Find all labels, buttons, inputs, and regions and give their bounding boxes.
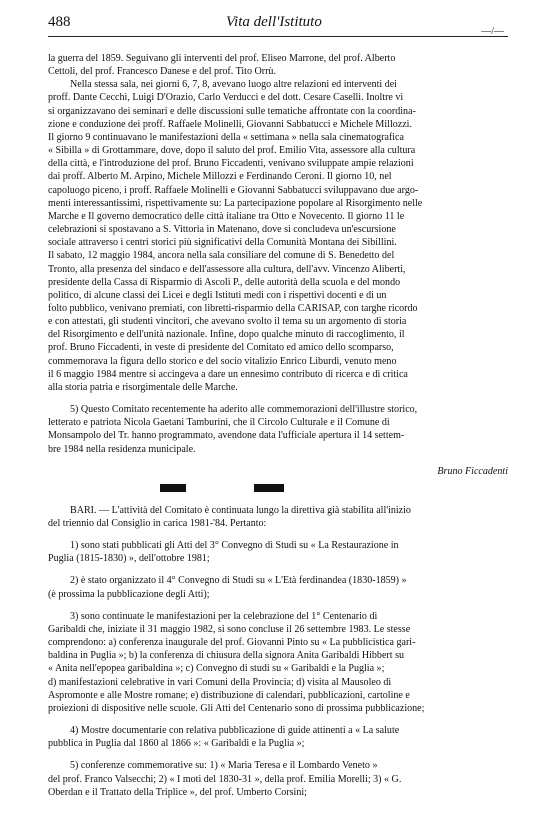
text-line: d) manifestazioni celebrative in vari Comuni della Provincia; d) visita al Mausoleo di — [48, 676, 392, 688]
text-line: prof. Bruno Ficcadenti, in veste di presidente del Comitato ed amico dello scomparso, — [48, 342, 394, 354]
text-line: del Risorgimento e dell'unità nazionale. Infine, dopo qualche minuto di raccoglimento, il — [48, 329, 405, 341]
text-line: 1) sono stati pubblicati gli Atti del 3° Convegno di Studi su « La Restaurazione in — [70, 540, 399, 552]
text-line: Cettoli, del prof. Francesco Danese e del prof. Tito Orrù. — [48, 66, 276, 78]
spacer — [48, 565, 508, 574]
text-line: folto pubblico, venivano premiati, con libretti-risparmio della CARISAP, con targhe ricordo — [48, 302, 418, 314]
separator-mark-left — [160, 484, 186, 492]
text-line: del triennio dal Consiglio in carica 1981-'84. Pertanto: — [48, 518, 267, 529]
spacer — [48, 456, 508, 465]
text-line: « Sibilla » di Grottammare, dove, dopo il saluto del prof. Emilio Vita, assessore alla cultura — [48, 145, 416, 157]
text-line: commemorava la figura dello storico e del socio vitalizio Enrico Liburdi, venuto meno — [48, 355, 397, 367]
text-line: politico, di alcune classi dei Licei e degli Istituti medi con i rispettivi docenti e di un — [48, 289, 387, 301]
text-line: il 6 maggio 1984 mentre si accingeva a dare un ennesimo contributo di ricerca e di critica — [48, 368, 408, 380]
spacer — [48, 394, 508, 403]
text-line: sociale attraverso i centri storici più significativi della Comunità Montana dei Sibillini. — [48, 237, 397, 249]
text-line: letterato e patriota Nicola Gaetani Tamburini, che il Circolo Culturale e il Comune di — [48, 417, 390, 429]
text-line: Il giorno 9 continuavano le manifestazioni della « settimana » nella sala cinematografica — [48, 131, 404, 143]
text-line: 2) è stato organizzato il 4° Convegno di Studi su « L'Età ferdinandea (1830-1859) » — [70, 575, 407, 587]
text-line: BARI. — L'attività del Comitato è continuata lungo la direttiva già stabilita all'inizio — [70, 504, 411, 516]
section-ascoli — [48, 52, 508, 478]
text-line: Puglia (1815-1830) », dell'ottobre 1981; — [48, 553, 210, 565]
text-line: proiezioni di dispositive nelle scuole. Gli Atti del Centenario sono di prossima pubblicazione; — [48, 702, 425, 714]
text-line: zione e conduzione dei proff. Raffaele Molinelli, Giovanni Sabbatucci e Michele Millozzi. — [48, 118, 412, 130]
text-line: del prof. Franco Valsecchi; 2) « I moti del 1830-31 », della prof. Emilia Morelli; 3) « G. — [48, 773, 402, 785]
text-line: presidente della Cassa di Risparmio di Ascoli P., delle autorità della scuola e del mondo — [48, 276, 401, 288]
text-line: proff. Dante Cecchi, Luigi D'Orazio, Carlo Verducci e del dott. Cesare Caselli. Inoltre vi — [48, 92, 404, 104]
page-header — [48, 12, 508, 37]
text-line: menti interessantissimi, rispettivamente su: La partecipazione popolare al Risorgimento nelle — [48, 197, 423, 209]
text-line: baldina in Puglia »; b) la conferenza di chiusura della signora Anita Garibaldi Hibbert su — [48, 650, 405, 662]
text-line: Garibaldi che, iniziate il 31 maggio 1982, si sono concluse il 26 settembre 1983. Le stesse — [48, 623, 411, 635]
text-line: Marche e Il governo democratico delle città italiane tra Otto e Novecento. Il giorno 11 le — [48, 210, 405, 222]
paragraph-item-5 — [48, 403, 508, 456]
page — [48, 12, 508, 798]
author-signature: Bruno Ficcadenti — [437, 465, 508, 477]
text-line: celebrazioni si spostavano a S. Vittoria in Matenano, dove si concludeva un'escursione — [48, 224, 396, 236]
text-line: Monsampolo del Tr. hanno programmato, avendone data l'ufficiale apertura il 14 settem- — [48, 430, 405, 442]
text-line: Aspromonte e alle Mostre romane; e) distribuzione di calendari, pubblicazioni, cartoline e — [48, 689, 410, 701]
text-line: Tronto, alla presenza del sindaco e dell'assessore alla cultura, dell'avv. Vincenzo Aliberti, — [48, 263, 406, 275]
text-line: capoluogo piceno, i proff. Raffaele Molinelli e Giovanni Sabbatucci sviluppavano due argo- — [48, 184, 419, 196]
section-separator — [48, 478, 508, 504]
spacer — [48, 715, 508, 724]
text-line: 4) Mostre documentarie con relativa pubblicazione di guide attinenti a « La salute — [70, 725, 400, 737]
text-line: Nella stessa sala, nei giorni 6, 7, 8, avevano luogo altre relazioni ed interventi dei — [70, 79, 397, 91]
text-line: della città, e l'introduzione del prof. Bruno Ficcadenti, venivano sviluppate ampie relazioni — [48, 158, 414, 170]
page-number: 488 — [48, 14, 71, 30]
spacer — [48, 750, 508, 759]
text-line: si organizzavano dei seminari e delle discussioni sulle tematiche affrontate con la coordina- — [48, 105, 416, 117]
text-line: 5) Questo Comitato recentemente ha aderito alle commemorazioni dell'illustre storico, — [70, 404, 418, 416]
text-line: alla storia patria e risorgimentale delle Marche. — [48, 381, 238, 393]
rule-mark: —/— — [481, 26, 504, 37]
text-line: bre 1984 nella residenza municipale. — [48, 443, 196, 455]
article-body — [48, 52, 508, 799]
text-line: dai proff. Alberto M. Arpino, Michele Millozzi e Ferdinando Ceroni. Il giorno 10, nel — [48, 171, 392, 183]
text-line: (è prossima la pubblicazione degli Atti); — [48, 588, 210, 600]
spacer — [48, 601, 508, 610]
separator-mark-right — [254, 484, 284, 492]
text-line: comprendono: a) conferenza inaugurale del prof. Giovanni Pinto su « La pubblicistica gari- — [48, 637, 416, 649]
paragraph-sessions — [48, 78, 508, 394]
running-title: Vita dell'Istituto — [226, 14, 322, 30]
text-line: Oberdan e il Trattato della Triplice », del prof. Umberto Corsini; — [48, 786, 307, 798]
text-line: e con attestati, gli studenti vincitori, che avevano svolto il tema su un argomento di storia — [48, 316, 407, 328]
text-line: pubblica in Puglia dal 1860 al 1866 »: « Garibaldi e la Puglia »; — [48, 738, 305, 750]
text-line: la guerra del 1859. Seguivano gli interventi del prof. Eliseo Marrone, del prof. Alberto — [48, 53, 396, 64]
spacer — [48, 530, 508, 539]
text-line: « Anita nell'epopea garibaldina »; c) Convegno di studi su « Garibaldi e la Puglia »; — [48, 663, 385, 675]
text-line: 5) conferenze commemorative su: 1) « Maria Teresa e il Lombardo Veneto » — [70, 760, 378, 772]
text-line: 3) sono continuate le manifestazioni per la celebrazione del 1° Centenario di — [70, 610, 378, 622]
text-line: Il sabato, 12 maggio 1984, ancora nella sala consiliare del comune di S. Benedetto del — [48, 250, 395, 262]
section-bari — [48, 504, 508, 799]
